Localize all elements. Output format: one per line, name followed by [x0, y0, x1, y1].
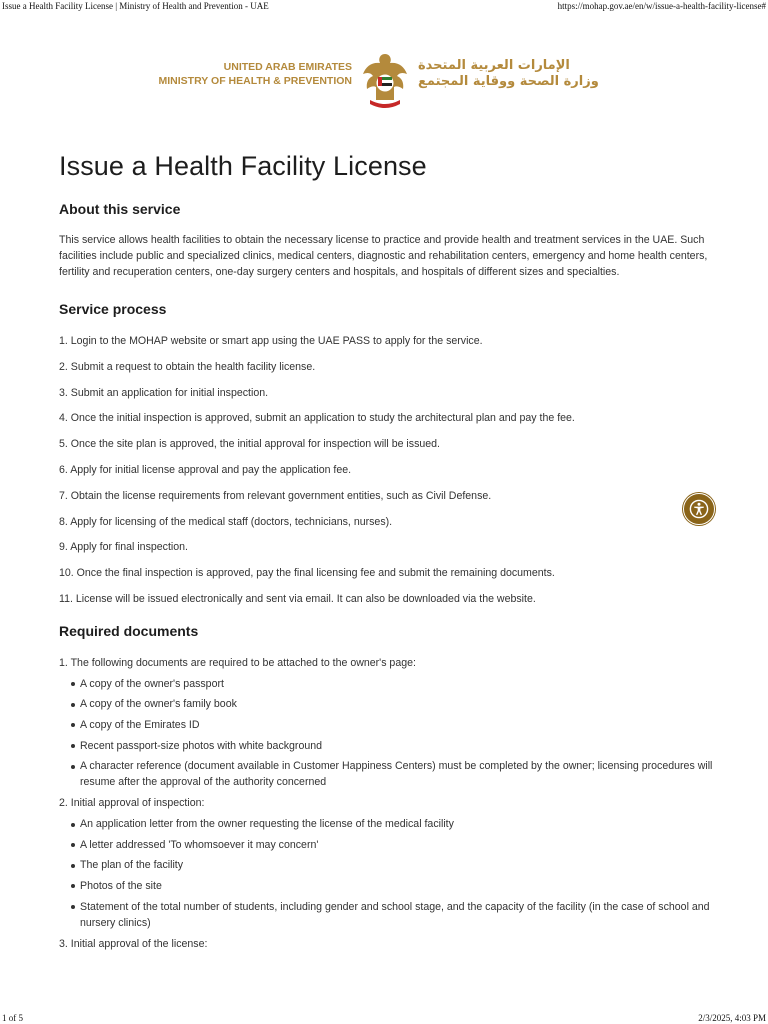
logo-en-line1: UNITED ARAB EMIRATES: [223, 61, 352, 73]
print-page-url: https://mohap.gov.ae/en/w/issue-a-health-facility-license#: [557, 1, 766, 11]
print-page-title: Issue a Health Facility License | Ministry of Health and Prevention - UAE: [2, 1, 269, 11]
document-item: A character reference (document available in Customer Happiness Centers) must be completed by the owner; licensing procedures will resume after the approval of the authority concerned: [70, 758, 719, 790]
logo-arabic-text: [418, 58, 599, 90]
document-item: An application letter from the owner requesting the license of the medical facility: [70, 816, 719, 832]
about-heading: About this service: [59, 201, 181, 217]
documents-group-title: 1. The following documents are required to be attached to the owner's page:: [59, 656, 416, 669]
main-content: [59, 146, 719, 951]
process-step: 7. Obtain the license requirements from relevant government entities, such as Civil Defense.: [59, 489, 492, 502]
document-item: A copy of the Emirates ID: [70, 717, 719, 733]
document-item: Photos of the site: [70, 878, 719, 894]
process-step: 5. Once the site plan is approved, the initial approval for inspection will be issued.: [59, 438, 441, 451]
documents-sublist: [59, 816, 719, 930]
process-step: 2. Submit a request to obtain the health facility license.: [59, 360, 316, 373]
document-item: The plan of the facility: [70, 857, 719, 873]
document-item: Statement of the total number of students, including gender and school stage, and the capacity of the facility (in the case of school and nursery clinics): [70, 899, 719, 931]
print-header: [0, 0, 768, 14]
print-page-number: 1 of 5: [2, 1013, 23, 1023]
documents-group: [59, 937, 719, 951]
document-item: A copy of the owner's family book: [70, 696, 719, 712]
process-steps-list: [59, 334, 719, 618]
documents-group-title: 3. Initial approval of the license:: [59, 937, 208, 950]
process-heading: Service process: [59, 301, 167, 317]
documents-heading: Required documents: [59, 622, 199, 639]
process-step: 10. Once the final inspection is approved, pay the final licensing fee and submit the remaining documents.: [59, 567, 555, 580]
document-item: Recent passport-size photos with white background: [70, 738, 719, 754]
logo-ar-line1: الإمارات العربية المتحدة: [418, 58, 570, 73]
about-text: This service allows health facilities to obtain the necessary license to practice and provide health and treatment services in the UAE. Such facilities include public and specialized clinics, medical centers, diagnostic and rehabilitation centers, emergency and home health centers, fertility and recuperation centers, one-day surgery centers and hospitals, and hospitals of different sizes and specialties.: [59, 234, 708, 278]
accessibility-icon: [689, 499, 709, 519]
logo-en-line2: MINISTRY OF HEALTH & PREVENTION: [158, 75, 352, 87]
process-step: 8. Apply for licensing of the medical staff (doctors, technicians, nurses).: [59, 515, 393, 528]
documents-group: [59, 796, 719, 930]
documents-sublist: [59, 676, 719, 790]
ministry-logo[interactable]: [160, 50, 610, 112]
process-step: 4. Once the initial inspection is approved, submit an application to study the architectural plan and pay the fee.: [59, 412, 575, 425]
page-title: Issue a Health Facility License: [59, 151, 427, 181]
document-item: A copy of the owner's passport: [70, 676, 719, 692]
accessibility-button[interactable]: [683, 493, 715, 525]
document-item: A letter addressed 'To whomsoever it may concern': [70, 837, 719, 853]
process-step: 3. Submit an application for initial inspection.: [59, 386, 269, 399]
process-step: 9. Apply for final inspection.: [59, 541, 188, 554]
uae-falcon-emblem-icon: [360, 50, 410, 110]
process-step: 11. License will be issued electronically and sent via email. It can also be downloaded via the website.: [59, 592, 536, 605]
documents-group: [59, 656, 719, 790]
print-datetime: 2/3/2025, 4:03 PM: [698, 1013, 766, 1023]
process-step: 6. Apply for initial license approval and pay the application fee.: [59, 463, 352, 476]
documents-group-title: 2. Initial approval of inspection:: [59, 797, 205, 810]
print-footer: [0, 1012, 768, 1024]
process-step: 1. Login to the MOHAP website or smart app using the UAE PASS to apply for the service.: [59, 335, 483, 347]
logo-ar-line2: وزارة الصحة ووقاية المجتمع: [418, 74, 599, 89]
logo-english-text: [159, 60, 352, 88]
documents-list: [59, 656, 719, 951]
